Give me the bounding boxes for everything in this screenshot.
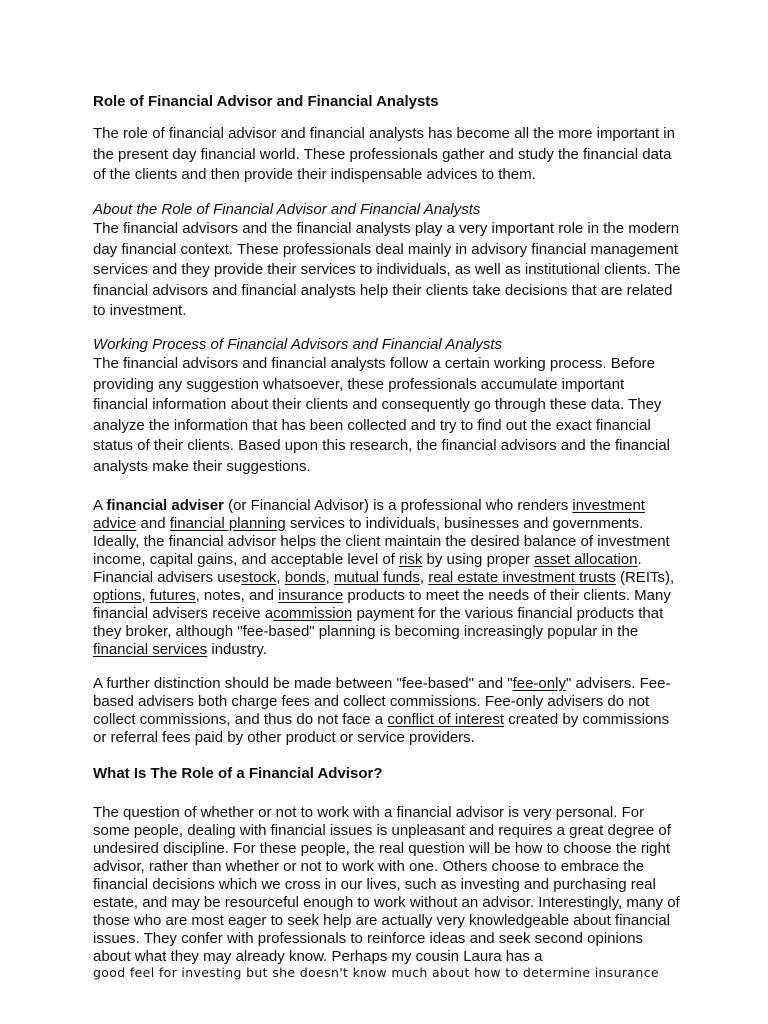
link-asset-allocation[interactable]: asset allocation bbox=[534, 551, 638, 568]
page-title: Role of Financial Advisor and Financial Analysts bbox=[93, 93, 439, 110]
link-bonds[interactable]: bonds bbox=[284, 569, 326, 586]
text-run: A further distinction should be made between "fee-based" and " bbox=[93, 675, 513, 692]
text-run: products to meet the needs of their clients. Many financial advisers receive a bbox=[93, 587, 671, 622]
text-run: payment for the various financial products that they broker, although "fee-based" planning is becoming increasingly popular in the bbox=[93, 605, 664, 640]
link-fee-only[interactable]: fee-only bbox=[512, 675, 566, 692]
about-heading: About the Role of Financial Advisor and Financial Analysts bbox=[93, 201, 481, 218]
bold-term: financial adviser bbox=[106, 497, 224, 514]
link-insurance[interactable]: insurance bbox=[278, 587, 344, 604]
link-financial-planning[interactable]: financial planning bbox=[169, 515, 286, 532]
text-run: by using proper bbox=[422, 551, 535, 568]
text-run: and bbox=[136, 515, 170, 532]
text-run: (or Financial Advisor) is a professional who renders bbox=[223, 497, 573, 514]
link-risk[interactable]: risk bbox=[399, 551, 423, 568]
link-reit[interactable]: real estate investment trusts bbox=[428, 569, 616, 586]
link-options[interactable]: options bbox=[93, 587, 142, 604]
text-run: created by commissions or referral fees paid by other product or service providers. bbox=[93, 711, 670, 746]
link-investment-advice[interactable]: investment advice bbox=[93, 497, 645, 532]
question-last-line: good feel for investing but she doesn't know much about how to determine insurance bbox=[93, 965, 659, 980]
definition-paragraph bbox=[93, 497, 683, 659]
link-mutual-funds[interactable]: mutual funds bbox=[333, 569, 420, 586]
text-run: , bbox=[419, 569, 429, 586]
text-run: services to individuals, businesses and governments. Ideally, the financial advisor helps the client maintain the desired balance of investment income, capital gains, and acceptable level of bbox=[93, 515, 670, 568]
link-commission[interactable]: commission bbox=[273, 605, 353, 622]
question-heading: What Is The Role of a Financial Advisor? bbox=[93, 765, 383, 782]
question-paragraph: The question of whether or not to work with a financial advisor is very personal. For some people, dealing with financial issues is unpleasant and requires a great degree of undesired discipline. For these people, the real question will be how to choose the right advisor, rather than whether or not to work with one. Others choose to embrace the financial decisions which we cross in our lives, such as investing and purchasing real estate, and may be resourceful enough to work without an advisor. Interestingly, many of those who are most eager to seek help are actually very knowledgeable about financial issues. They confer with professionals to reinforce ideas and seek second opinions about what they may already know. Perhaps my cousin Laura has a bbox=[93, 804, 680, 965]
text-run: (REITs), bbox=[615, 569, 675, 586]
process-paragraph: The financial advisors and financial analysts follow a certain working process. Before providing any suggestion whatsoever, these professionals accumulate important financial information about their clients and consequently go through these data. They analyze the information that has been collected and try to find out the exact financial status of their clients. Based upon this research, the financial advisors and the financial analysts make their suggestions. bbox=[93, 355, 670, 475]
text-run: " advisers. Fee-based advisers both charge fees and collect commissions. Fee-only advisers do not collect commissions, and thus do not face a bbox=[93, 675, 671, 728]
link-financial-services[interactable]: financial services bbox=[93, 641, 208, 658]
fees-paragraph bbox=[93, 675, 683, 747]
intro-paragraph: The role of financial advisor and financial analysts has become all the more important in the present day financial world. These professionals gather and study the financial data of the clients and then provide their indispensable advices to them. bbox=[93, 125, 675, 183]
text-run: A bbox=[93, 497, 107, 514]
link-conflict-of-interest[interactable]: conflict of interest bbox=[387, 711, 505, 728]
link-futures[interactable]: futures bbox=[149, 587, 196, 604]
text-run: , bbox=[141, 587, 150, 604]
about-paragraph: The financial advisors and the financial analysts play a very important role in the modern day financial context. These professionals deal mainly in advisory financial management services and they provide their services to individuals, as well as institutional clients. The financial advisors and financial analysts help their clients take decisions that are related to investment. bbox=[93, 220, 681, 319]
text-run: industry. bbox=[207, 641, 267, 658]
text-run: . Financial advisers use bbox=[93, 551, 642, 586]
process-heading: Working Process of Financial Advisors and Financial Analysts bbox=[93, 336, 503, 353]
text-run: , bbox=[325, 569, 334, 586]
link-stock[interactable]: stock bbox=[241, 569, 277, 586]
text-run: , notes, and bbox=[195, 587, 279, 604]
text-run: , bbox=[276, 569, 285, 586]
